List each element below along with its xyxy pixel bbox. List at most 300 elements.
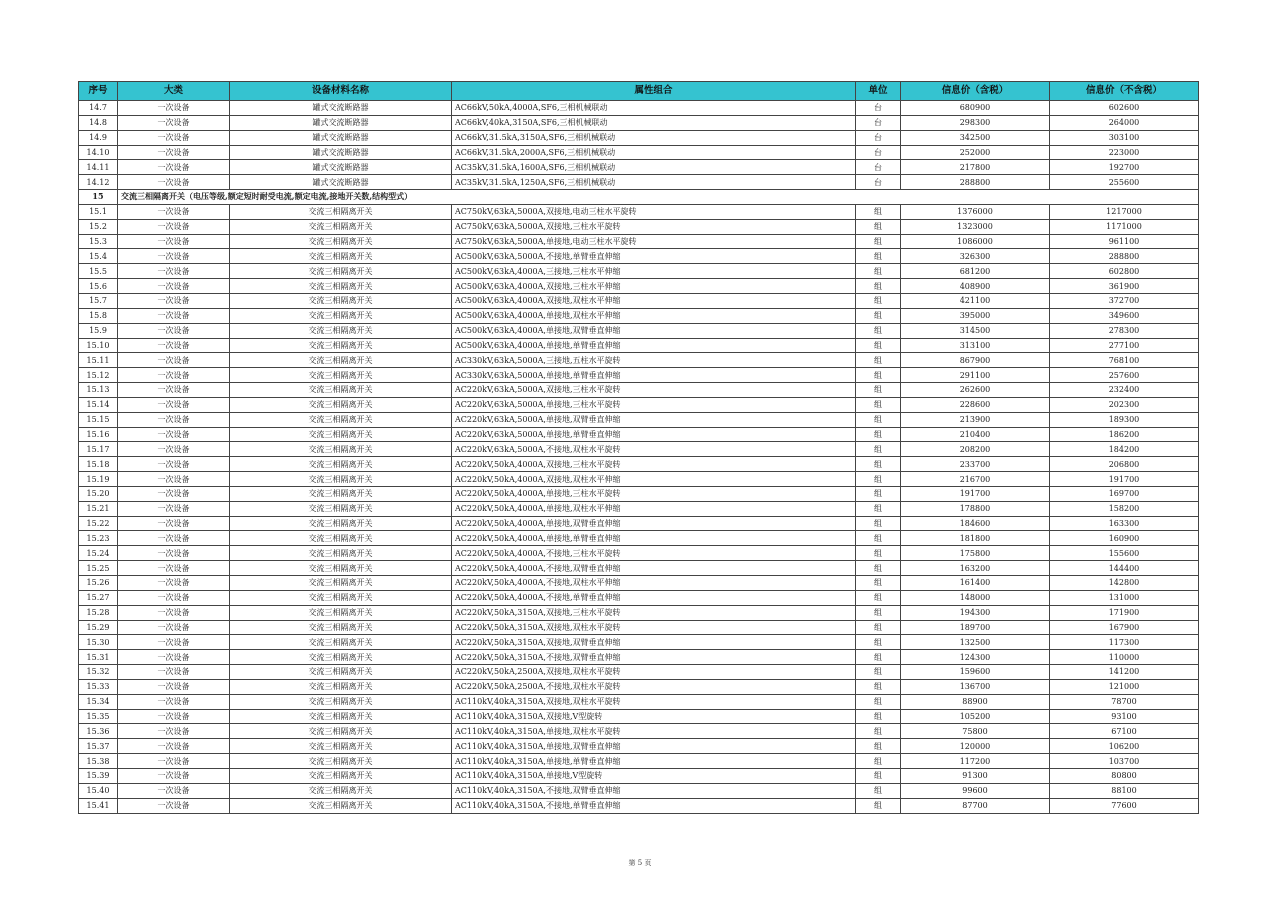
cell-unit: 组 — [856, 472, 901, 487]
table-row — [79, 709, 1199, 724]
cell-price-tax: 124300 — [901, 650, 1050, 665]
cell-price-notax: 155600 — [1050, 546, 1199, 561]
cell-price-notax: 142800 — [1050, 576, 1199, 591]
table-row — [79, 160, 1199, 175]
cell-name: 交流三相隔离开关 — [230, 353, 452, 368]
cell-unit: 组 — [856, 204, 901, 219]
cell-unit: 组 — [856, 516, 901, 531]
page-number: 第 5 页 — [628, 859, 652, 867]
cell-price-tax: 120000 — [901, 739, 1050, 754]
cell-price-notax: 602800 — [1050, 264, 1199, 279]
cell-price-notax: 77600 — [1050, 798, 1199, 813]
cell-category: 一次设备 — [118, 501, 230, 516]
cell-category: 一次设备 — [118, 383, 230, 398]
cell-category: 一次设备 — [118, 783, 230, 798]
cell-price-tax: 216700 — [901, 472, 1050, 487]
cell-attributes: AC110kV,40kA,3150A,双接地,V型旋转 — [452, 709, 856, 724]
cell-name: 交流三相隔离开关 — [230, 783, 452, 798]
cell-name: 罐式交流断路器 — [230, 130, 452, 145]
cell-attributes: AC220kV,50kA,4000A,不接地,双臂垂直伸缩 — [452, 561, 856, 576]
cell-attributes: AC220kV,50kA,4000A,单接地,双柱水平伸缩 — [452, 501, 856, 516]
cell-attributes: AC500kV,63kA,4000A,三接地,三柱水平伸缩 — [452, 264, 856, 279]
cell-unit: 组 — [856, 383, 901, 398]
cell-no: 15.3 — [79, 234, 118, 249]
cell-name: 交流三相隔离开关 — [230, 546, 452, 561]
table-row — [79, 694, 1199, 709]
cell-price-tax: 189700 — [901, 620, 1050, 635]
cell-no: 15.15 — [79, 412, 118, 427]
cell-price-notax: 361900 — [1050, 279, 1199, 294]
cell-category: 一次设备 — [118, 798, 230, 813]
cell-price-notax: 961100 — [1050, 234, 1199, 249]
cell-no: 15.39 — [79, 768, 118, 783]
cell-no: 14.7 — [79, 101, 118, 116]
cell-category: 一次设备 — [118, 279, 230, 294]
cell-name: 交流三相隔离开关 — [230, 219, 452, 234]
table-row — [79, 115, 1199, 130]
cell-price-tax: 163200 — [901, 561, 1050, 576]
cell-unit: 组 — [856, 724, 901, 739]
cell-unit: 组 — [856, 798, 901, 813]
cell-price-tax: 210400 — [901, 427, 1050, 442]
cell-price-tax: 191700 — [901, 486, 1050, 501]
cell-price-tax: 1323000 — [901, 219, 1050, 234]
cell-no: 15.27 — [79, 590, 118, 605]
cell-price-notax: 223000 — [1050, 145, 1199, 160]
cell-category: 一次设备 — [118, 739, 230, 754]
table-row — [79, 234, 1199, 249]
cell-unit: 台 — [856, 115, 901, 130]
cell-category: 一次设备 — [118, 605, 230, 620]
cell-no: 15.26 — [79, 576, 118, 591]
cell-category: 一次设备 — [118, 590, 230, 605]
cell-name: 交流三相隔离开关 — [230, 620, 452, 635]
header-price-tax: 信息价（含税） — [901, 82, 1050, 101]
cell-attributes: AC110kV,40kA,3150A,不接地,单臂垂直伸缩 — [452, 798, 856, 813]
cell-price-tax: 87700 — [901, 798, 1050, 813]
cell-attributes: AC500kV,63kA,5000A,不接地,单臂垂直伸缩 — [452, 249, 856, 264]
cell-price-tax: 314500 — [901, 323, 1050, 338]
cell-category: 一次设备 — [118, 115, 230, 130]
cell-unit: 组 — [856, 412, 901, 427]
table-row — [79, 412, 1199, 427]
cell-name: 交流三相隔离开关 — [230, 694, 452, 709]
cell-name: 交流三相隔离开关 — [230, 338, 452, 353]
table-row — [79, 383, 1199, 398]
cell-price-tax: 262600 — [901, 383, 1050, 398]
table-row — [79, 620, 1199, 635]
cell-attributes: AC500kV,63kA,4000A,双接地,双柱水平伸缩 — [452, 293, 856, 308]
cell-category: 一次设备 — [118, 635, 230, 650]
cell-price-notax: 372700 — [1050, 293, 1199, 308]
cell-category: 一次设备 — [118, 264, 230, 279]
cell-unit: 组 — [856, 234, 901, 249]
cell-category: 一次设备 — [118, 175, 230, 190]
cell-category: 一次设备 — [118, 724, 230, 739]
cell-attributes: AC220kV,50kA,3150A,双接地,双臂垂直伸缩 — [452, 635, 856, 650]
cell-unit: 组 — [856, 590, 901, 605]
cell-name: 交流三相隔离开关 — [230, 308, 452, 323]
cell-price-tax: 421100 — [901, 293, 1050, 308]
cell-price-tax: 88900 — [901, 694, 1050, 709]
cell-name: 交流三相隔离开关 — [230, 576, 452, 591]
cell-price-notax: 288800 — [1050, 249, 1199, 264]
cell-no: 15.18 — [79, 457, 118, 472]
table-row — [79, 724, 1199, 739]
cell-name: 交流三相隔离开关 — [230, 323, 452, 338]
cell-category: 一次设备 — [118, 234, 230, 249]
cell-price-notax: 189300 — [1050, 412, 1199, 427]
cell-price-notax: 171900 — [1050, 605, 1199, 620]
cell-price-tax: 194300 — [901, 605, 1050, 620]
cell-name: 交流三相隔离开关 — [230, 635, 452, 650]
cell-attributes: AC220kV,50kA,4000A,双接地,三柱水平旋转 — [452, 457, 856, 472]
cell-price-notax: 349600 — [1050, 308, 1199, 323]
cell-price-notax: 131000 — [1050, 590, 1199, 605]
cell-price-tax: 1086000 — [901, 234, 1050, 249]
cell-unit: 组 — [856, 546, 901, 561]
cell-attributes: AC220kV,50kA,2500A,双接地,双柱水平旋转 — [452, 665, 856, 680]
cell-no: 15.25 — [79, 561, 118, 576]
cell-name: 交流三相隔离开关 — [230, 486, 452, 501]
cell-no: 15.5 — [79, 264, 118, 279]
cell-attributes: AC66kV,50kA,4000A,SF6,三相机械联动 — [452, 101, 856, 116]
cell-unit: 组 — [856, 501, 901, 516]
table-row — [79, 427, 1199, 442]
cell-name: 交流三相隔离开关 — [230, 368, 452, 383]
cell-name: 交流三相隔离开关 — [230, 501, 452, 516]
cell-category: 一次设备 — [118, 546, 230, 561]
cell-name: 交流三相隔离开关 — [230, 724, 452, 739]
table-row — [79, 323, 1199, 338]
cell-no: 15.12 — [79, 368, 118, 383]
cell-unit: 组 — [856, 635, 901, 650]
cell-attributes: AC220kV,50kA,4000A,不接地,三柱水平旋转 — [452, 546, 856, 561]
cell-price-tax: 681200 — [901, 264, 1050, 279]
section-row — [79, 190, 1199, 205]
cell-category: 一次设备 — [118, 101, 230, 116]
cell-attributes: AC500kV,63kA,4000A,单接地,双柱水平伸缩 — [452, 308, 856, 323]
cell-no: 15.17 — [79, 442, 118, 457]
cell-price-notax: 232400 — [1050, 383, 1199, 398]
cell-unit: 组 — [856, 650, 901, 665]
header-price-notax: 信息价（不含税） — [1050, 82, 1199, 101]
cell-name: 交流三相隔离开关 — [230, 590, 452, 605]
cell-category: 一次设备 — [118, 679, 230, 694]
cell-name: 交流三相隔离开关 — [230, 293, 452, 308]
cell-name: 交流三相隔离开关 — [230, 754, 452, 769]
cell-category: 一次设备 — [118, 754, 230, 769]
cell-attributes: AC110kV,40kA,3150A,单接地,V型旋转 — [452, 768, 856, 783]
cell-category: 一次设备 — [118, 620, 230, 635]
cell-name: 交流三相隔离开关 — [230, 798, 452, 813]
cell-price-notax: 80800 — [1050, 768, 1199, 783]
cell-price-tax: 91300 — [901, 768, 1050, 783]
table-row — [79, 472, 1199, 487]
cell-price-notax: 121000 — [1050, 679, 1199, 694]
cell-category: 一次设备 — [118, 323, 230, 338]
header-no: 序号 — [79, 82, 118, 101]
cell-name: 交流三相隔离开关 — [230, 457, 452, 472]
cell-category: 一次设备 — [118, 353, 230, 368]
cell-name: 交流三相隔离开关 — [230, 383, 452, 398]
table-row — [79, 293, 1199, 308]
cell-no: 14.9 — [79, 130, 118, 145]
header-name: 设备材料名称 — [230, 82, 452, 101]
cell-unit: 组 — [856, 783, 901, 798]
cell-attributes: AC750kV,63kA,5000A,单接地,电动三柱水平旋转 — [452, 234, 856, 249]
cell-price-notax: 78700 — [1050, 694, 1199, 709]
cell-name: 交流三相隔离开关 — [230, 561, 452, 576]
cell-attributes: AC110kV,40kA,3150A,单接地,单臂垂直伸缩 — [452, 754, 856, 769]
cell-category: 一次设备 — [118, 397, 230, 412]
header-row — [79, 82, 1199, 101]
cell-price-notax: 106200 — [1050, 739, 1199, 754]
cell-price-notax: 144400 — [1050, 561, 1199, 576]
table-row — [79, 754, 1199, 769]
table-row — [79, 768, 1199, 783]
cell-no: 15.4 — [79, 249, 118, 264]
cell-unit: 组 — [856, 754, 901, 769]
cell-attributes: AC330kV,63kA,5000A,单接地,单臂垂直伸缩 — [452, 368, 856, 383]
cell-price-notax: 110000 — [1050, 650, 1199, 665]
cell-price-notax: 103700 — [1050, 754, 1199, 769]
cell-unit: 组 — [856, 486, 901, 501]
cell-price-notax: 93100 — [1050, 709, 1199, 724]
cell-price-notax: 277100 — [1050, 338, 1199, 353]
cell-price-tax: 395000 — [901, 308, 1050, 323]
table-row — [79, 249, 1199, 264]
cell-no: 15.28 — [79, 605, 118, 620]
cell-no: 15.33 — [79, 679, 118, 694]
cell-attributes: AC330kV,63kA,5000A,三接地,五柱水平旋转 — [452, 353, 856, 368]
cell-price-tax: 208200 — [901, 442, 1050, 457]
cell-price-tax: 161400 — [901, 576, 1050, 591]
cell-price-notax: 67100 — [1050, 724, 1199, 739]
cell-price-tax: 175800 — [901, 546, 1050, 561]
cell-price-tax: 132500 — [901, 635, 1050, 650]
cell-unit: 组 — [856, 397, 901, 412]
header-attributes: 属性组合 — [452, 82, 856, 101]
cell-attributes: AC35kV,31.5kA,1600A,SF6,三相机械联动 — [452, 160, 856, 175]
cell-category: 一次设备 — [118, 694, 230, 709]
cell-unit: 组 — [856, 561, 901, 576]
cell-no: 15.30 — [79, 635, 118, 650]
cell-category: 一次设备 — [118, 249, 230, 264]
table-row — [79, 442, 1199, 457]
cell-no: 15.34 — [79, 694, 118, 709]
cell-name: 交流三相隔离开关 — [230, 650, 452, 665]
cell-unit: 组 — [856, 694, 901, 709]
table-row — [79, 264, 1199, 279]
cell-category: 一次设备 — [118, 665, 230, 680]
cell-category: 一次设备 — [118, 145, 230, 160]
cell-no: 15.31 — [79, 650, 118, 665]
cell-price-notax: 206800 — [1050, 457, 1199, 472]
cell-unit: 组 — [856, 768, 901, 783]
cell-no: 14.10 — [79, 145, 118, 160]
cell-price-notax: 186200 — [1050, 427, 1199, 442]
table-row — [79, 798, 1199, 813]
cell-price-tax: 117200 — [901, 754, 1050, 769]
cell-price-tax: 233700 — [901, 457, 1050, 472]
cell-unit: 组 — [856, 427, 901, 442]
cell-attributes: AC220kV,50kA,4000A,不接地,双柱水平伸缩 — [452, 576, 856, 591]
cell-category: 一次设备 — [118, 412, 230, 427]
cell-no: 15.24 — [79, 546, 118, 561]
cell-attributes: AC500kV,63kA,4000A,双接地,三柱水平伸缩 — [452, 279, 856, 294]
cell-category: 一次设备 — [118, 442, 230, 457]
cell-unit: 组 — [856, 576, 901, 591]
table-row — [79, 665, 1199, 680]
table-row — [79, 635, 1199, 650]
cell-price-tax: 159600 — [901, 665, 1050, 680]
cell-attributes: AC220kV,63kA,5000A,单接地,双臂垂直伸缩 — [452, 412, 856, 427]
cell-attributes: AC220kV,63kA,5000A,不接地,双柱水平旋转 — [452, 442, 856, 457]
cell-price-notax: 1171000 — [1050, 219, 1199, 234]
cell-price-notax: 264000 — [1050, 115, 1199, 130]
cell-price-notax: 192700 — [1050, 160, 1199, 175]
cell-attributes: AC220kV,50kA,3150A,双接地,三柱水平旋转 — [452, 605, 856, 620]
cell-attributes: AC220kV,50kA,4000A,单接地,单臂垂直伸缩 — [452, 531, 856, 546]
table-row — [79, 279, 1199, 294]
cell-no: 15.41 — [79, 798, 118, 813]
cell-category: 一次设备 — [118, 516, 230, 531]
cell-name: 交流三相隔离开关 — [230, 665, 452, 680]
cell-no: 15.14 — [79, 397, 118, 412]
table-row — [79, 605, 1199, 620]
table-row — [79, 739, 1199, 754]
cell-attributes: AC66kV,31.5kA,3150A,SF6,三相机械联动 — [452, 130, 856, 145]
cell-price-tax: 217800 — [901, 160, 1050, 175]
cell-price-tax: 213900 — [901, 412, 1050, 427]
cell-unit: 台 — [856, 160, 901, 175]
cell-category: 一次设备 — [118, 457, 230, 472]
cell-no: 15.29 — [79, 620, 118, 635]
cell-category: 一次设备 — [118, 160, 230, 175]
cell-no: 15.20 — [79, 486, 118, 501]
table-row — [79, 219, 1199, 234]
cell-unit: 组 — [856, 605, 901, 620]
cell-price-notax: 158200 — [1050, 501, 1199, 516]
cell-price-notax: 163300 — [1050, 516, 1199, 531]
table-row — [79, 338, 1199, 353]
cell-attributes: AC110kV,40kA,3150A,单接地,双臂垂直伸缩 — [452, 739, 856, 754]
cell-attributes: AC220kV,50kA,2500A,不接地,双柱水平旋转 — [452, 679, 856, 694]
cell-price-tax: 105200 — [901, 709, 1050, 724]
cell-name: 交流三相隔离开关 — [230, 739, 452, 754]
cell-name: 交流三相隔离开关 — [230, 516, 452, 531]
cell-price-tax: 291100 — [901, 368, 1050, 383]
cell-category: 一次设备 — [118, 768, 230, 783]
cell-price-notax: 167900 — [1050, 620, 1199, 635]
cell-unit: 组 — [856, 249, 901, 264]
cell-price-tax: 288800 — [901, 175, 1050, 190]
cell-category: 一次设备 — [118, 293, 230, 308]
cell-price-notax: 191700 — [1050, 472, 1199, 487]
cell-category: 一次设备 — [118, 486, 230, 501]
cell-name: 交流三相隔离开关 — [230, 472, 452, 487]
cell-attributes: AC220kV,63kA,5000A,单接地,三柱水平旋转 — [452, 397, 856, 412]
cell-attributes: AC220kV,50kA,3150A,不接地,双臂垂直伸缩 — [452, 650, 856, 665]
cell-category: 一次设备 — [118, 576, 230, 591]
cell-price-tax: 326300 — [901, 249, 1050, 264]
cell-name: 罐式交流断路器 — [230, 101, 452, 116]
cell-unit: 组 — [856, 264, 901, 279]
cell-price-notax: 303100 — [1050, 130, 1199, 145]
cell-price-notax: 1217000 — [1050, 204, 1199, 219]
cell-no: 15.1 — [79, 204, 118, 219]
table-row — [79, 308, 1199, 323]
cell-price-tax: 313100 — [901, 338, 1050, 353]
cell-no: 14.8 — [79, 115, 118, 130]
cell-attributes: AC220kV,50kA,3150A,双接地,双柱水平旋转 — [452, 620, 856, 635]
cell-attributes: AC220kV,50kA,4000A,双接地,双柱水平伸缩 — [452, 472, 856, 487]
cell-name: 交流三相隔离开关 — [230, 249, 452, 264]
cell-no: 15.6 — [79, 279, 118, 294]
cell-no: 15.32 — [79, 665, 118, 680]
cell-attributes: AC35kV,31.5kA,1250A,SF6,三相机械联动 — [452, 175, 856, 190]
cell-price-tax: 408900 — [901, 279, 1050, 294]
cell-attributes: AC220kV,50kA,4000A,不接地,单臂垂直伸缩 — [452, 590, 856, 605]
cell-price-tax: 1376000 — [901, 204, 1050, 219]
table-row — [79, 457, 1199, 472]
cell-category: 一次设备 — [118, 204, 230, 219]
cell-unit: 台 — [856, 175, 901, 190]
cell-price-notax: 169700 — [1050, 486, 1199, 501]
cell-name: 交流三相隔离开关 — [230, 204, 452, 219]
cell-price-notax: 117300 — [1050, 635, 1199, 650]
cell-attributes: AC750kV,63kA,5000A,双接地,电动三柱水平旋转 — [452, 204, 856, 219]
cell-price-tax: 228600 — [901, 397, 1050, 412]
cell-category: 一次设备 — [118, 338, 230, 353]
cell-no: 15.19 — [79, 472, 118, 487]
cell-category: 一次设备 — [118, 130, 230, 145]
cell-price-notax: 202300 — [1050, 397, 1199, 412]
cell-unit: 组 — [856, 709, 901, 724]
cell-no: 15.16 — [79, 427, 118, 442]
cell-no: 15.2 — [79, 219, 118, 234]
cell-name: 罐式交流断路器 — [230, 160, 452, 175]
cell-unit: 台 — [856, 130, 901, 145]
cell-price-tax: 75800 — [901, 724, 1050, 739]
cell-category: 一次设备 — [118, 561, 230, 576]
cell-no: 15.13 — [79, 383, 118, 398]
cell-price-notax: 278300 — [1050, 323, 1199, 338]
cell-price-tax: 867900 — [901, 353, 1050, 368]
cell-unit: 组 — [856, 679, 901, 694]
price-table — [78, 81, 1199, 814]
table-row — [79, 546, 1199, 561]
cell-unit: 组 — [856, 531, 901, 546]
cell-unit: 台 — [856, 101, 901, 116]
cell-no: 15.11 — [79, 353, 118, 368]
cell-price-tax: 178800 — [901, 501, 1050, 516]
table-row — [79, 650, 1199, 665]
section-no: 15 — [79, 190, 118, 205]
table-row — [79, 175, 1199, 190]
cell-no: 15.7 — [79, 293, 118, 308]
cell-unit: 组 — [856, 338, 901, 353]
table-row — [79, 101, 1199, 116]
cell-no: 15.21 — [79, 501, 118, 516]
cell-name: 交流三相隔离开关 — [230, 442, 452, 457]
cell-price-tax: 99600 — [901, 783, 1050, 798]
cell-attributes: AC66kV,40kA,3150A,SF6,三相机械联动 — [452, 115, 856, 130]
cell-category: 一次设备 — [118, 531, 230, 546]
cell-price-tax: 342500 — [901, 130, 1050, 145]
cell-name: 罐式交流断路器 — [230, 115, 452, 130]
